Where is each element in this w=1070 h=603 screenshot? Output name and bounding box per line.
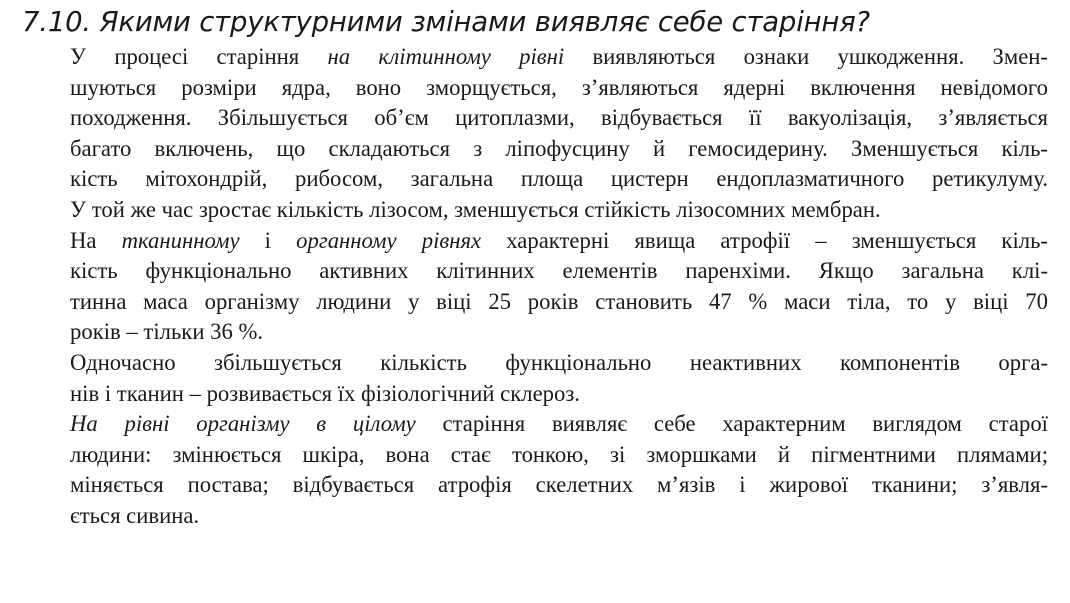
text-line: [22, 470, 1048, 501]
text-run: походження. Збільшується об’єм цитоплазми, відбувається її вакуолізація, з’являється: [70, 105, 1048, 131]
text-run: людини: змінюється шкіра, вона стає тонкою, зі зморшками й пігментними плямами;: [70, 441, 1048, 467]
textbook-page: [0, 5, 1070, 603]
paragraph: [22, 42, 1048, 226]
text-line: [22, 103, 1048, 134]
text-run: років – тільки 36 %.: [70, 319, 264, 345]
emphasis-text: На рівні організму в цілому: [70, 411, 416, 437]
section-heading: 7.10. Якими структурними змінами виявляє себе старіння?: [22, 6, 870, 38]
text-run: Одночасно збільшується кількість функціонально неактивних компонентів орга-: [70, 349, 1048, 375]
paragraph: [22, 226, 1048, 348]
emphasis-text: органному рівнях: [296, 227, 482, 253]
text-run: кість функціонально активних клітинних елементів паренхіми. Якщо загальна клі-: [70, 258, 1048, 284]
text-run: старіння виявляє себе характерним виглядом старої: [415, 411, 1048, 437]
text-run: ється сивина.: [70, 502, 200, 528]
text-line: [22, 226, 1048, 257]
text-run: виявляються ознаки ушкодження. Змен-: [564, 44, 1048, 69]
text-line: [22, 501, 1048, 532]
text-line: [22, 73, 1048, 104]
text-run: шуються розміри ядра, воно зморщується, з’являються ядерні включення невідомого: [70, 74, 1048, 100]
text-line: [22, 256, 1048, 287]
text-run: характерні явища атрофії – зменшується кіль-: [481, 227, 1048, 253]
text-line: [22, 440, 1048, 471]
paragraph: [22, 348, 1048, 409]
text-run: багато включень, що складаються з ліпофусцину й гемосидерину. Зменшується кіль-: [70, 135, 1048, 161]
text-run: тинна маса організму людини у віці 25 років становить 47 % маси тіла, то у віці 70: [70, 288, 1048, 314]
text-run: і: [239, 227, 297, 253]
emphasis-text: на клітинному рівні: [327, 44, 565, 69]
body-text: [22, 42, 1048, 532]
emphasis-text: тканинному: [121, 227, 240, 253]
text-run: На: [70, 227, 122, 253]
text-line: [22, 42, 1048, 73]
text-run: нів і тканин – розвивається їх фізіологічний склероз.: [70, 380, 580, 406]
paragraph: [22, 409, 1048, 531]
text-line: [22, 379, 1048, 410]
text-run: У той же час зростає кількість лізосом, зменшується стійкість лізосомних мембран.: [70, 196, 881, 222]
text-line: [22, 287, 1048, 318]
text-line: [22, 164, 1048, 195]
text-line: [22, 317, 1048, 348]
text-line: [22, 134, 1048, 165]
text-line: [22, 195, 1048, 226]
text-line: [22, 348, 1048, 379]
text-run: У процесі старіння: [70, 44, 328, 69]
text-run: кість мітохондрій, рибосом, загальна площа цистерн ендоплазматичного ретикулуму.: [70, 166, 1048, 192]
text-line: [22, 409, 1048, 440]
text-run: міняється постава; відбувається атрофія скелетних м’язів і жирової тканини; з’явля-: [70, 472, 1048, 498]
